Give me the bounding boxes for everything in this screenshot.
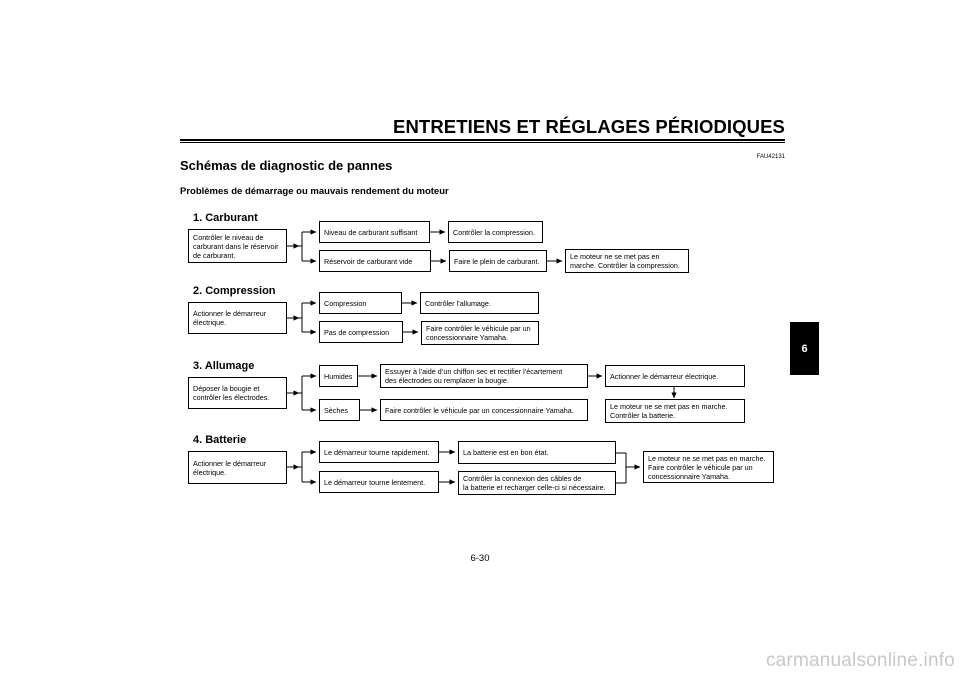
- fuel-ok-action-box: [448, 221, 543, 243]
- fuel-heading: 1. Carburant: [193, 212, 258, 224]
- battery-result-box: [643, 451, 774, 483]
- battery-start-text: Actionner le démarreur électrique.: [193, 458, 267, 477]
- battery-fast-box: [319, 441, 439, 463]
- battery-fast-action-text: La batterie est en bon état.: [463, 448, 549, 457]
- battery-slow-text: Le démarreur tourne lentement.: [324, 477, 426, 487]
- ignition-wet-action-box: [380, 364, 588, 388]
- ignition-dry-action-box: [380, 399, 588, 421]
- ignition-heading: 3. Allumage: [193, 360, 255, 372]
- ignition-start-box: [188, 377, 287, 409]
- battery-fast-action-box: [458, 441, 616, 464]
- ignition-dry-action-text: Faire contrôler le véhicule par un concessionnaire Yamaha.: [385, 405, 574, 415]
- battery-start-box: [188, 451, 287, 484]
- fuel-nok-result-text: Le moteur ne se met pas en marche. Contrôler la compression.: [570, 252, 680, 270]
- fuel-nok-action-text: Faire le plein de carburant.: [454, 256, 540, 266]
- ignition-wet-result-box: [605, 399, 745, 423]
- watermark: carmanualsonline.info: [765, 650, 955, 671]
- fuel-nok-box: [319, 250, 431, 272]
- compression-start-box: [188, 302, 287, 334]
- battery-slow-action-box: [458, 471, 616, 495]
- battery-result-text: Le moteur ne se met pas en marche. Faire contrôler le véhicule par un concessionnaire Yamaha.: [648, 453, 766, 481]
- battery-heading: 4. Batterie: [193, 434, 247, 446]
- ignition-wet-box: [319, 365, 358, 387]
- fuel-start-text: Contrôler le niveau de carburant dans le réservoir de carburant.: [193, 232, 279, 260]
- page-number: 6-30: [470, 553, 490, 564]
- fuel-start-box: [188, 229, 287, 263]
- section-subtitle: Problèmes de démarrage ou mauvais rendement du moteur: [180, 186, 449, 197]
- compression-nok-action-text: Faire contrôler le véhicule par un concessionnaire Yamaha.: [426, 324, 531, 342]
- compression-ok-box: [319, 292, 402, 314]
- compression-ok-text: Compression: [324, 298, 367, 308]
- ignition-wet-result-text: Le moteur ne se met pas en marche. Contrôler la batterie.: [610, 402, 728, 420]
- fuel-nok-result-box: [565, 249, 689, 273]
- section-code: FAU42131: [756, 154, 785, 160]
- battery-slow-action-text: Contrôler la connexion des câbles de la batterie et recharger celle-ci si nécessaire.: [463, 474, 606, 492]
- section-title: Schémas de diagnostic de pannes: [180, 158, 393, 173]
- compression-heading: 2. Compression: [193, 285, 276, 297]
- ignition-wet-next-box: [605, 365, 745, 387]
- battery-fast-text: Le démarreur tourne rapidement.: [324, 447, 430, 457]
- compression-start-text: Actionner le démarreur électrique.: [193, 309, 267, 327]
- compression-nok-text: Pas de compression: [324, 327, 390, 337]
- compression-ok-action-text: Contrôler l’allumage.: [425, 298, 491, 308]
- compression-nok-box: [319, 321, 403, 343]
- battery-slow-box: [319, 471, 439, 493]
- fuel-nok-action-box: [449, 250, 547, 272]
- fuel-ok-text: Niveau de carburant suffisant: [324, 227, 418, 237]
- ignition-wet-next-text: Actionner le démarreur électrique.: [610, 371, 719, 381]
- fuel-nok-text: Réservoir de carburant vide: [324, 256, 413, 266]
- compression-ok-action-box: [420, 292, 539, 314]
- ignition-start-text: Déposer la bougie et contrôler les électrodes.: [193, 384, 270, 402]
- ignition-dry-box: [319, 399, 360, 421]
- ignition-dry-text: Sèches: [324, 405, 348, 415]
- ignition-wet-action-text: Essuyer à l’aide d’un chiffon sec et rectifier l’écartement des électrodes ou remplacer la bougie.: [385, 367, 563, 385]
- compression-nok-action-box: [421, 321, 539, 345]
- fuel-ok-box: [319, 221, 430, 243]
- ignition-wet-text: Humides: [324, 371, 353, 381]
- fuel-ok-action-text: Contrôler la compression.: [453, 227, 535, 237]
- chapter-tab: 6: [790, 322, 819, 375]
- page-title: ENTRETIENS ET RÉGLAGES PÉRIODIQUES: [393, 116, 785, 137]
